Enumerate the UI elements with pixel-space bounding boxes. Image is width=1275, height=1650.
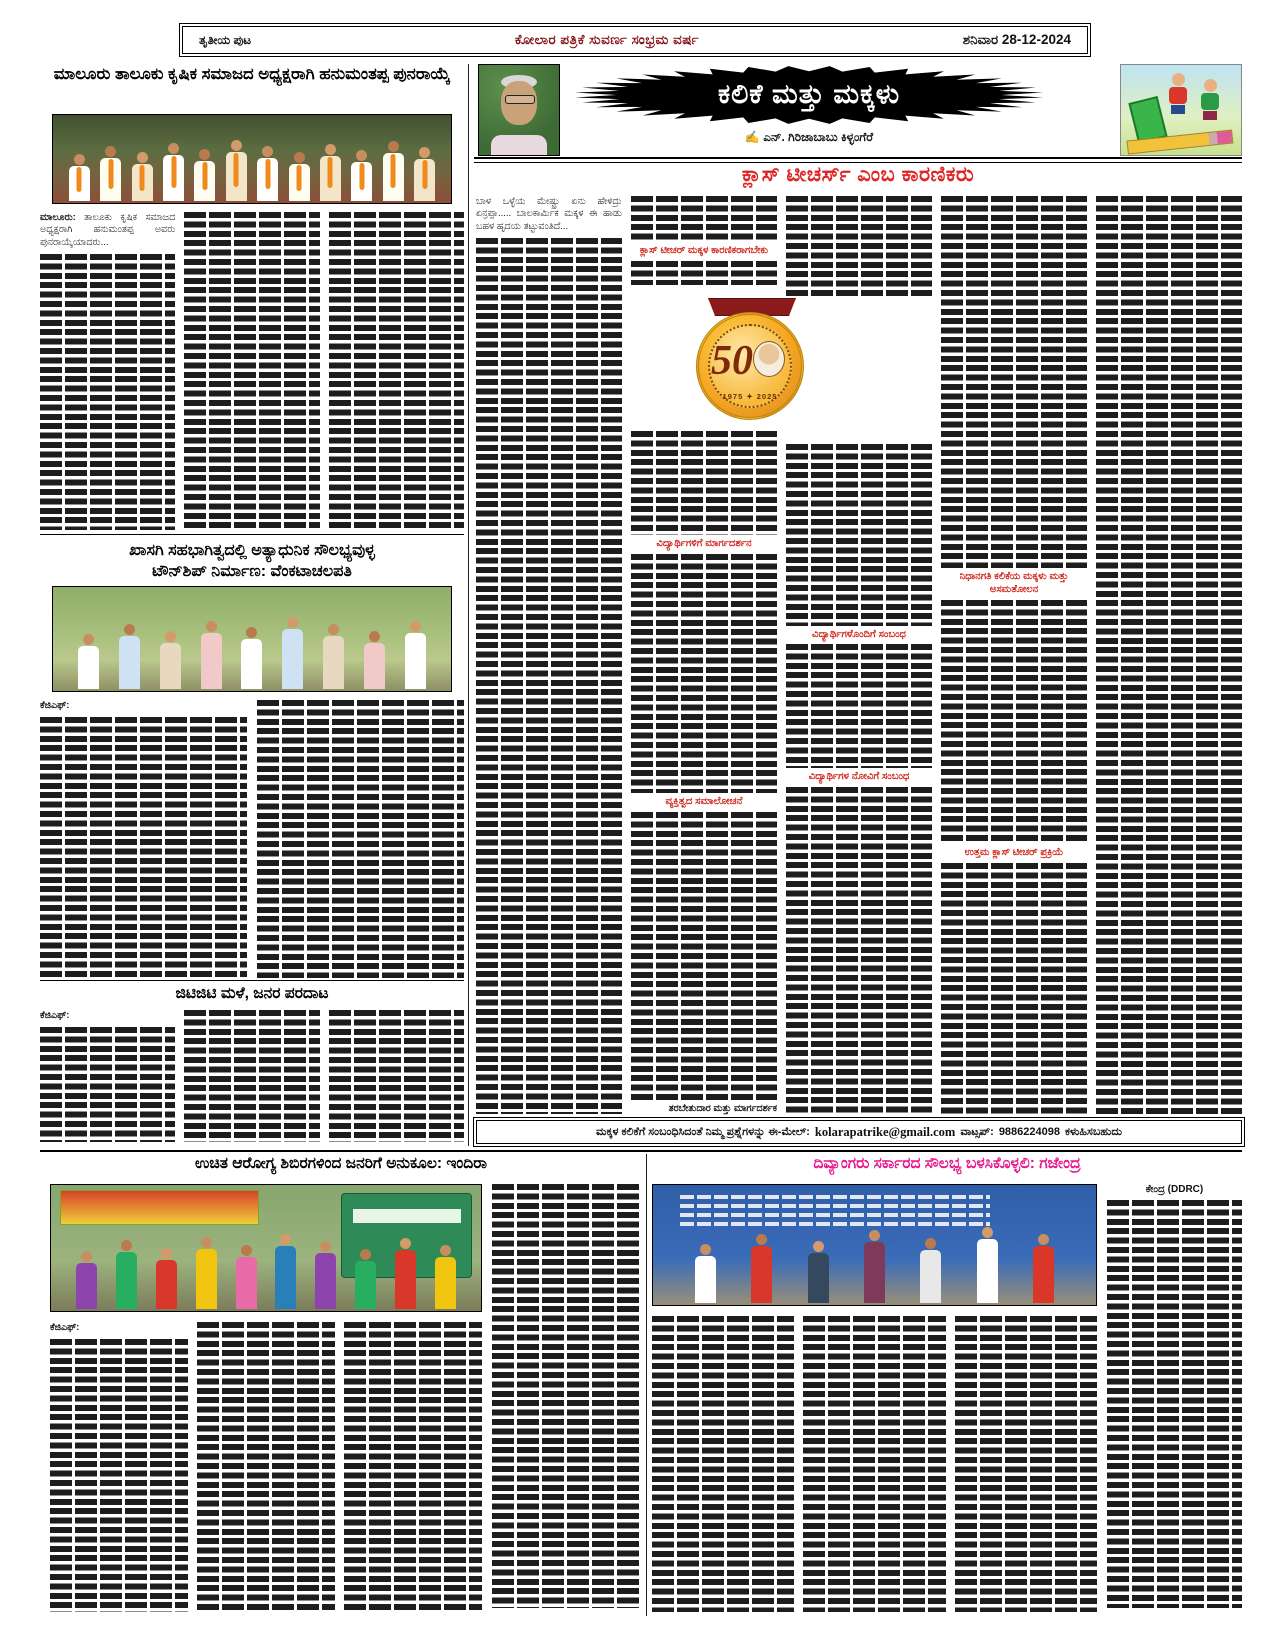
kids-cartoon-image xyxy=(1120,64,1242,156)
person-figure xyxy=(349,150,375,201)
body-column xyxy=(197,1322,335,1612)
article-ddrc-headline: ದಿವ್ಯಾಂಗರು ಸರ್ಕಾರದ ಸೌಲಭ್ಯ ಬಳಸಿಕೊಳ್ಳಲಿ: ಗಜೇಂದ್ರ xyxy=(813,1155,1081,1172)
body-column xyxy=(40,700,247,978)
page-date: ಶನಿವಾರ 28-12-2024 xyxy=(962,32,1071,47)
dateline: ಮಾಲೂರು: xyxy=(40,212,76,223)
photo-crowd xyxy=(662,1221,1087,1303)
article-rain xyxy=(40,984,464,1144)
greeked-text xyxy=(1107,1200,1242,1608)
body-column xyxy=(184,1010,319,1142)
person-figure xyxy=(433,1245,459,1309)
article-health xyxy=(40,1154,642,1620)
feature-masthead xyxy=(474,64,1242,156)
greeked-text xyxy=(40,717,247,978)
body-column xyxy=(941,196,1087,1114)
person-figure xyxy=(286,152,312,201)
article-health-headline: ಉಚಿತ ಆರೋಗ್ಯ ಶಿಬಿರಗಳಿಂದ ಜನರಿಗೆ ಅನುಕೂಲ: ಇಂದಿರಾ xyxy=(195,1155,487,1172)
person-figure xyxy=(153,1248,179,1309)
person-figure xyxy=(73,1251,99,1309)
person-figure xyxy=(193,1237,219,1309)
greeked-text xyxy=(329,1010,464,1142)
portrait-glasses xyxy=(505,95,535,104)
dateline: ಕೆಜಿಎಫ್: xyxy=(50,1322,80,1333)
body-column xyxy=(329,1010,464,1142)
person-figure xyxy=(805,1241,831,1303)
person-figure xyxy=(239,627,265,689)
greeked-text xyxy=(786,644,932,768)
section-rule xyxy=(40,980,464,981)
contact-prefix: ಮಕ್ಕಳ ಕಲಿಕೆಗೆ ಸಂಬಂಧಿಸಿದಂತೆ ನಿಮ್ಮ ಪ್ರಶ್ನೆಗಳನ್ನು ಈ-ಮೇಲ್: xyxy=(596,1125,810,1138)
body-column xyxy=(257,700,464,978)
body-column xyxy=(40,1010,175,1142)
greeked-text xyxy=(631,554,777,793)
article-ddrc-body xyxy=(652,1316,1097,1612)
whatsapp-label: ವಾಟ್ಸಪ್: xyxy=(960,1125,994,1138)
paper-title: ಕೋಲಾರ ಪತ್ರಿಕೆ ಸುವರ್ಣ ಸಂಭ್ರಮ ವರ್ಷ xyxy=(514,32,699,47)
farmers-group-photo xyxy=(52,114,452,204)
photo-crowd xyxy=(60,1228,473,1309)
pen-icon: ✍ xyxy=(744,130,760,144)
greeked-text xyxy=(786,444,932,626)
article-township xyxy=(40,540,464,978)
article-township-body xyxy=(40,700,464,978)
person-figure xyxy=(321,624,347,689)
article-health-body xyxy=(50,1322,482,1612)
greeked-text xyxy=(344,1322,482,1612)
body-column xyxy=(184,212,319,530)
greeked-text xyxy=(803,1316,945,1612)
golden-jubilee-emblem xyxy=(694,298,808,436)
person-figure xyxy=(198,621,224,689)
author-portrait-photo xyxy=(478,64,560,156)
greeked-text xyxy=(955,1316,1097,1612)
dateline: ಕೆಜಿಎಫ್: xyxy=(40,1010,70,1021)
person-figure xyxy=(861,1230,887,1303)
person-figure xyxy=(161,143,187,201)
greeked-text xyxy=(197,1322,335,1612)
person-figure xyxy=(974,1227,1000,1303)
person-figure xyxy=(313,1241,339,1309)
column-rule xyxy=(646,1154,647,1616)
greeked-text xyxy=(941,600,1087,845)
article-farmers-headline: ಮಾಲೂರು ತಾಲೂಕು ಕೃಷಿಕ ಸಮಾಜದ ಅಧ್ಯಕ್ಷರಾಗಿ ಹನುಮಂತಪ್ಪ ಪುನರಾಯ್ಕೆ xyxy=(53,65,451,83)
body-column xyxy=(652,1316,794,1612)
greeked-text xyxy=(50,1339,188,1612)
person-figure xyxy=(692,1244,718,1303)
masthead-title: ಕಲಿಕೆ ಮತ್ತು ಮಕ್ಕಳು xyxy=(717,79,901,109)
greeked-text xyxy=(941,196,1087,568)
person-figure xyxy=(280,617,306,689)
body-column xyxy=(492,1184,642,1608)
ddrc-event-photo xyxy=(652,1184,1097,1306)
emblem-years: 1975 ✦ 2025 xyxy=(722,392,778,401)
article-end-byline: ತರಬೇತುದಾರ ಮತ್ತು ಮಾರ್ಗದರ್ಶಕ xyxy=(668,1102,777,1114)
section-rule xyxy=(40,1150,1242,1152)
cartoon-kid xyxy=(1199,79,1221,119)
greeked-text xyxy=(786,196,932,298)
greeked-text xyxy=(40,254,175,530)
person-figure xyxy=(66,154,92,201)
subhead: ವಿದ್ಯಾರ್ಥಿಗಳ ನೋವಿಗೆ ಸಂಬಂಧ xyxy=(808,771,910,783)
person-figure xyxy=(273,1234,299,1309)
body-column xyxy=(476,196,622,1114)
diamond-icon: ✦ xyxy=(746,392,754,401)
person-figure xyxy=(361,631,387,689)
camp-banner xyxy=(60,1190,260,1225)
person-figure xyxy=(76,634,102,689)
section-rule xyxy=(40,534,464,535)
person-figure xyxy=(353,1249,379,1309)
article-farmers-body xyxy=(40,212,464,530)
subhead: ಉತ್ತಮ ಕ್ಲಾಸ್ ಟೀಚರ್ ಪ್ರಕ್ರಿಯೆ xyxy=(964,847,1064,859)
page-number-label: ತೃತೀಯ ಪುಟ xyxy=(199,32,252,47)
lead-paragraph: ಬಾಳ ಒಳ್ಳೆಯ ಮೇಷ್ಟ್ರು ಏನು ಹೇಳಿದ್ರು ಏನ್ರಪ್ಪಾ..... ಬಾಲಕಾರ್ಮಿಕ ಮಕ್ಕಳ ಈ ಹಾಡು ಬಹಳ ಹೃದಯ ತಟ್ಟುವಂತಿದೆ... xyxy=(476,196,622,232)
cartoon-kid xyxy=(1167,73,1189,113)
person-figure xyxy=(255,146,281,201)
body-column xyxy=(1096,196,1242,1114)
lead-paragraph: ಮಾಲೂರು: ತಾಲೂಕು ಕೃಷಿಕ ಸಮಾಜದ ಅಧ್ಯಕ್ಷರಾಗಿ ಹನುಮಂತಪ್ಪ ಅವರು ಪುನರಾಯ್ಕೆಯಾದರು... xyxy=(40,212,176,248)
greeked-text xyxy=(40,1027,175,1142)
article-class-teachers-headline: ಕ್ಲಾಸ್ ಟೀಚರ್ಸ್ ಎಂಬ ಕಾರಣಿಕರು xyxy=(741,163,975,186)
emblem-portrait xyxy=(753,341,785,377)
emblem-number: 50 xyxy=(711,338,753,384)
contact-email[interactable]: kolarapatrike@gmail.com xyxy=(814,1124,956,1139)
greeked-text xyxy=(631,261,777,285)
person-figure xyxy=(380,141,406,201)
subhead: ವಿದ್ಯಾರ್ಥಿಗಳೊಂದಿಗೆ ಸಂಬಂಧ xyxy=(812,628,906,640)
subhead: ವಿದ್ಯಾರ್ಥಿಗಳಿಗೆ ಮಾರ್ಗದರ್ಶನ xyxy=(656,538,752,550)
photo-crowd xyxy=(61,136,443,201)
masthead-banner xyxy=(574,66,1044,124)
greeked-text xyxy=(941,863,1087,1114)
person-figure xyxy=(117,624,143,689)
greeked-text xyxy=(1096,196,1242,1114)
subhead: ವ್ಯಕ್ತಿತ್ವದ ಸಮಾಲೋಚನೆ xyxy=(665,795,743,807)
person-figure xyxy=(317,144,343,201)
portrait-shirt xyxy=(491,135,547,155)
article-rain-headline: ಜಿಟಿಜಿಟಿ ಮಳೆ, ಜನರ ಪರದಾಟ xyxy=(175,985,329,1002)
contact-phone: 9886224098 xyxy=(998,1126,1060,1138)
body-column xyxy=(50,1322,188,1612)
greeked-text xyxy=(631,431,777,535)
emblem-medal xyxy=(696,312,804,420)
body-column xyxy=(329,212,464,530)
article-class-teachers-body xyxy=(476,196,1242,1114)
column-rule xyxy=(468,64,469,1146)
dateline: ಕೆಜಿಎಫ್: xyxy=(40,700,70,711)
greeked-text xyxy=(492,1184,642,1608)
person-figure xyxy=(113,1240,139,1309)
health-camp-photo xyxy=(50,1184,482,1312)
person-figure xyxy=(393,1238,419,1309)
body-column xyxy=(803,1316,945,1612)
greeked-text xyxy=(184,1010,319,1142)
greeked-text xyxy=(631,812,777,1100)
page-header-bar xyxy=(182,26,1088,54)
contact-suffix: ಕಳುಹಿಸಬಹುದು xyxy=(1065,1125,1122,1138)
person-figure xyxy=(223,140,249,201)
photo-crowd xyxy=(61,612,443,689)
person-figure xyxy=(918,1238,944,1303)
ddrc-bold-line: ಕೇಂದ್ರ (DDRC) xyxy=(1145,1184,1204,1195)
person-figure xyxy=(412,147,438,201)
body-column xyxy=(955,1316,1097,1612)
township-site-photo xyxy=(52,586,452,692)
masthead-author: ✍ ಎನ್. ಗಿರಿಜಾಬಾಬು ಕಿಳ್ಳಂಗೆರೆ xyxy=(744,130,874,144)
person-figure xyxy=(192,149,218,201)
article-farmers xyxy=(40,64,464,532)
greeked-text xyxy=(257,700,464,978)
person-figure xyxy=(129,152,155,201)
person-figure xyxy=(1031,1234,1057,1303)
person-figure xyxy=(233,1245,259,1310)
greeked-text xyxy=(631,196,777,242)
subhead: ಕ್ಲಾಸ್ ಟೀಚರ್ ಮಕ್ಕಳ ಕಾರಣಿಕರಾಗಬೇಕು xyxy=(639,245,769,256)
article-ddrc xyxy=(652,1154,1242,1620)
article-rain-body xyxy=(40,1010,464,1142)
greeked-text xyxy=(329,212,464,530)
greeked-text xyxy=(786,787,932,1114)
person-figure xyxy=(402,621,428,689)
article-township-headline-line1: ಖಾಸಗಿ ಸಹಭಾಗಿತ್ವದಲ್ಲಿ ಅತ್ಯಾಧುನಿಕ ಸೌಲಭ್ಯವುಳ್ಳ xyxy=(129,542,375,559)
body-column xyxy=(40,212,175,530)
greeked-text xyxy=(476,238,622,1114)
person-figure xyxy=(749,1234,775,1303)
article-township-headline-line2: ಟೌನ್‌ಶಿಪ್ ನಿರ್ಮಾಣ: ವೆಂಕಟಾಚಲಪತಿ xyxy=(152,563,352,581)
body-column xyxy=(1107,1184,1242,1608)
person-figure xyxy=(157,631,183,689)
contact-bar xyxy=(476,1120,1242,1144)
greeked-text xyxy=(652,1316,794,1612)
person-figure xyxy=(98,146,124,201)
subhead: ನಿಧಾನಗತಿ ಕಲಿಕೆಯ ಮಕ್ಕಳು ಮತ್ತು ಅಸಮತೋಲನ xyxy=(959,571,1069,595)
greeked-text xyxy=(184,212,319,530)
body-column xyxy=(344,1322,482,1612)
